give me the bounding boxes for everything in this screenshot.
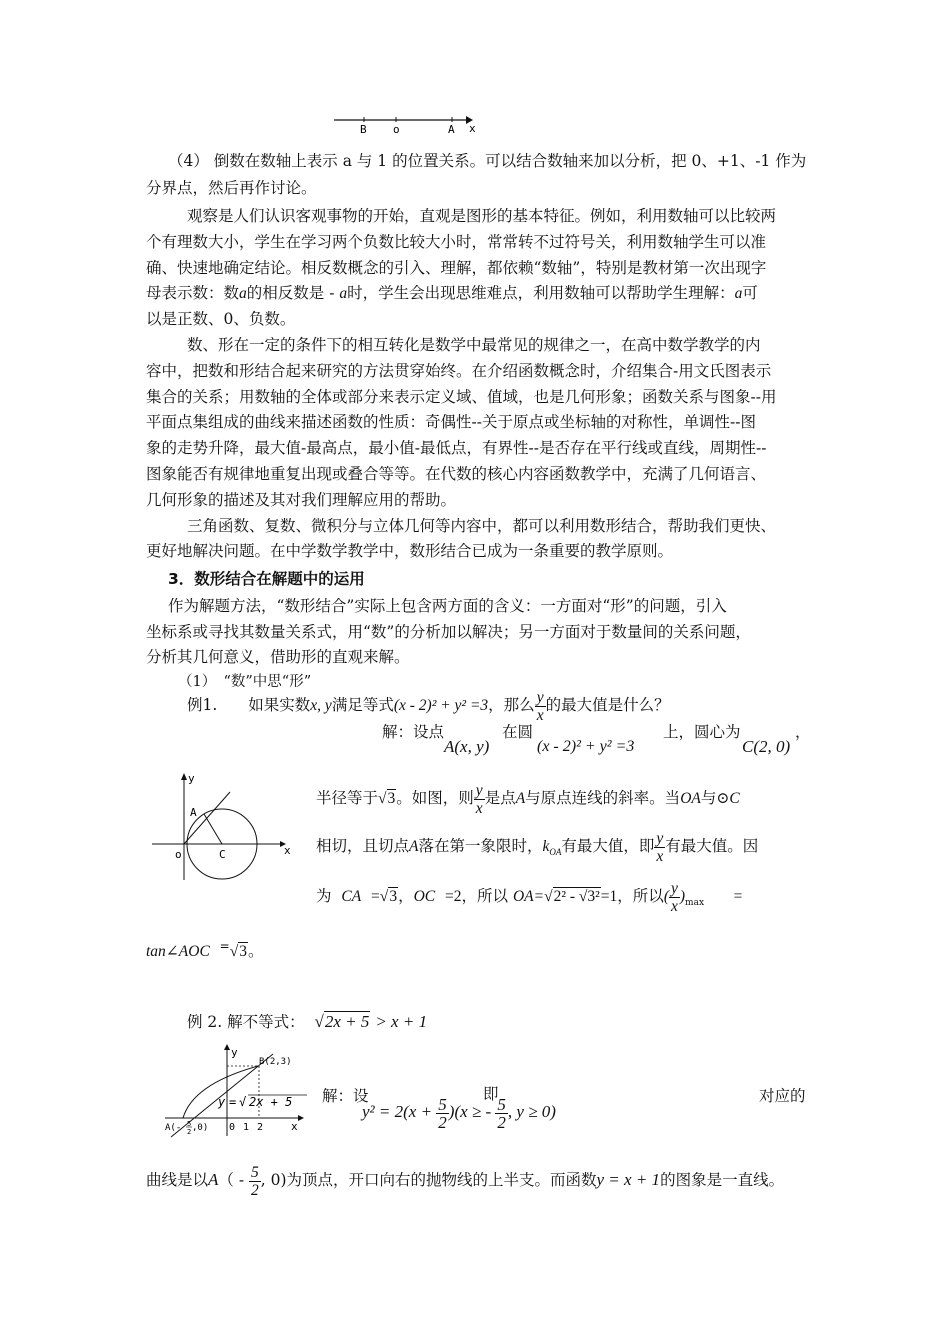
example2-parabola-figure	[163, 1044, 313, 1139]
ex1-w-paren-open: (	[663, 888, 669, 905]
observe-line2: 个有理数大小，学生在学习两个负数比较大小时，常常转不过符号关，利用数轴学生可以准	[146, 233, 767, 251]
number-line-label-x: x	[469, 122, 476, 135]
ex2-fig-label-b: B(2,3)	[259, 1057, 292, 1067]
number-line-label-a: A	[448, 123, 455, 136]
ex1-fig-label-a: A	[190, 806, 197, 819]
ex2-fig-curve-y: y	[218, 1095, 226, 1109]
ex1-t-b: 落在第一象限时，	[418, 837, 543, 855]
numshape-line3: 集合的关系；用数轴的全体或部分来表示定义域、值域，也是几何形象；函数关系与图象--用	[146, 388, 777, 406]
ex1-fig-label-x: x	[284, 844, 291, 857]
ex1-r-c: 是点	[484, 789, 516, 807]
ex1-w-sqrt3: √3	[379, 888, 398, 905]
ex2-fig-curve-sqrt: √	[239, 1095, 247, 1109]
ex1-r-oa: OA	[680, 790, 701, 807]
ex1-w-oa: OA=	[512, 888, 545, 905]
ex2-fig-label-a-den: 2	[187, 1128, 192, 1136]
ex1-w-max: max	[685, 898, 705, 909]
ex1-sol-comma: ，	[795, 723, 811, 741]
ex1-fig-label-y: y	[188, 772, 195, 785]
example1-circle-figure	[148, 770, 298, 885]
ex2-fig-label-a-num: 5	[187, 1120, 192, 1128]
ex1-t-k: $k_{OA}$	[542, 838, 562, 858]
observe-line3: 确、快速地确定结论。相反数概念的引入、理解，都依赖“数轴”，特别是教材第一次出现字	[146, 259, 767, 277]
ex2-last-b: （ -	[218, 1171, 249, 1189]
ex2-ineq-sqrt: √2x + 5	[314, 1012, 370, 1031]
ex1-w-b: ，	[398, 887, 414, 905]
observe-line4-d: 可	[742, 284, 758, 302]
ex2-fig-label-a-tail: ,0)	[192, 1123, 209, 1133]
numshape-line7: 几何形象的描述及其对我们理解应用的帮助。	[146, 491, 457, 509]
ex1-because-line	[316, 876, 742, 923]
ex1-fig-y-arrow	[181, 773, 187, 780]
ex1-t-frac-den: x	[656, 847, 664, 865]
observe-line1: 观察是人们认识客观事物的开始，直观是图形的基本特征。例如，利用数轴可以比较两	[187, 207, 777, 225]
ex2-fig-label-2: 2	[257, 1122, 264, 1133]
ex1-w-c: ，所以	[461, 887, 508, 905]
ex1-r-a: 半径等于	[316, 789, 379, 807]
ex1-sol-c: 上，圆心为	[663, 723, 741, 741]
ex2-final-line	[146, 1160, 784, 1200]
ex2-fig-y-arrow	[224, 1044, 230, 1050]
ex1-w-eq2: =2	[444, 888, 462, 905]
ex1-fig-radius-ca	[204, 814, 222, 844]
ex2-last-frac: $\frac{5}{2}$	[251, 1163, 259, 1199]
ex1-frac-num: y	[536, 688, 544, 706]
ex1-t-fraction	[654, 830, 665, 865]
ex1-sol-a: 解：设点	[382, 723, 445, 741]
ex2-sol-frac2: $\frac{5}{2}$	[497, 1094, 506, 1132]
ex1-w-ca: CA	[341, 888, 362, 905]
ex1-t-a: 相切，且切点	[316, 837, 410, 855]
observe-line4-a: 母表示数：数	[146, 284, 240, 302]
ex1-t-c: 有最大值，即	[561, 837, 655, 855]
ex1-last-sqrt: √3	[229, 943, 247, 961]
ex1-r-frac-num: y	[475, 781, 483, 799]
ex1-radius-line	[316, 778, 740, 819]
ex2-sol-label: 解：设	[322, 1087, 369, 1105]
ex1-w-eq3: =1	[600, 888, 618, 905]
ex1-w-fraction	[669, 880, 680, 915]
ex1-w-d: ，所以	[617, 887, 664, 905]
ex2-fig-curve-eq: =	[229, 1095, 237, 1109]
ex2-fig-label-0: 0	[229, 1122, 236, 1133]
method-line2: 坐标系或寻找其数量关系式，用“数”的分析加以解决；另一方面对于数量间的关系问题，	[146, 623, 751, 641]
ex2-fig-label-a: A(-	[165, 1123, 182, 1133]
ex1-w-frac-num: y	[670, 879, 678, 897]
ex1-r-c-point: C	[729, 790, 740, 807]
ex2-fig-curve-rad: 2x + 5	[249, 1095, 293, 1109]
ex1-r-sqrt: √3	[378, 790, 396, 807]
ex2-ineq-rest: > x + 1	[375, 1012, 428, 1031]
ex2-last-c: , 0)为顶点，开口向右的抛物线的上半支。而函数	[260, 1171, 597, 1189]
observe-line4-c: 时，学生会出现思维难点，利用数轴可以帮助学生理解：	[347, 284, 735, 302]
ex1-q2: 的最大值是什么？	[545, 696, 670, 714]
numshape-line5: 象的走势升降，最大值-最高点，最小值-最低点，有界性--是否存在平行线或直线，周期性--	[146, 439, 767, 457]
ex1-t-d: 有最大值。因	[665, 837, 759, 855]
ex1-last-end: 。	[247, 942, 264, 961]
ex1-fig-label-o: o	[175, 848, 182, 861]
ex1-last-eq: =	[219, 939, 230, 953]
ex1-r-fraction	[474, 782, 485, 817]
ex2-sol-eq	[362, 1092, 556, 1132]
trig-line1: 三角函数、复数、微积分与立体几何等内容中，都可以利用数形结合，帮助我们更快、	[187, 517, 777, 535]
ex1-sol-point: A(x, y)	[444, 737, 490, 756]
ex1-sol-circle: (x - 2)² + y² =3	[537, 738, 635, 755]
ex1-r-point-a: A	[515, 790, 526, 807]
method-line1: 作为解题方法，“数形结合”实际上包含两方面的含义：一方面对“形”的问题，引入	[168, 597, 727, 615]
observe-line4	[146, 283, 758, 304]
ex1-frac-den: x	[536, 706, 544, 724]
section3-title: 3．数形结合在解题中的运用	[168, 570, 365, 588]
number-line-label-b: B	[360, 123, 367, 136]
ex2-sol-mid: )(x ≥ -	[448, 1102, 496, 1121]
ex2-last-fn: y = x + 1	[596, 1170, 661, 1189]
ex1-mid: 满足等式	[331, 696, 394, 714]
numshape-line2: 容中，把数和形结合起来研究的方法贯穿始终。在介绍函数概念时，介绍集合-用文氏图表示	[146, 362, 772, 380]
numshape-line1: 数、形在一定的条件下的相互转化是数学中最常见的规律之一，在高中数学教学的内	[187, 336, 761, 354]
numshape-line4: 平面点集组成的曲线来描述函数的性质：奇偶性--关于原点或坐标轴的对称性，单调性--图	[146, 413, 756, 431]
ex1-fig-label-c: C	[219, 848, 226, 861]
ex1-final-line	[146, 926, 264, 972]
ex1-t-frac-num: y	[656, 829, 664, 847]
ex1-w-oa-sqrt: √2² - √3²	[544, 888, 600, 905]
observe-line5: 以是正数、0、负数。	[146, 310, 296, 328]
ex1-t-point-a: A	[409, 838, 419, 855]
ex1-last-tan: tan∠AOC	[146, 943, 210, 961]
ex1-sol-center: C(2, 0)	[742, 737, 791, 756]
ex2-last-a: 曲线是以	[146, 1171, 209, 1189]
sub1-label: （1） “数”中思“形”	[178, 674, 312, 690]
ex2-last-point-a: A	[208, 1170, 219, 1189]
ex1-r-d: 与原点连线的斜率。当	[525, 789, 681, 807]
ex2-fig-label-1: 1	[243, 1122, 250, 1133]
ex2-sol-end: , y ≥ 0)	[507, 1102, 556, 1121]
ex1-w-paren-close: )	[679, 888, 686, 905]
observe-line4-b: 的相反数是 -	[246, 284, 340, 302]
ex2-fig-label-x: x	[291, 1120, 298, 1133]
ex1-eq: (x - 2)² + y² =3	[393, 697, 489, 714]
ex2-fig-parabola	[183, 1066, 258, 1118]
example1-statement	[187, 685, 670, 726]
method-line3: 分析其几何意义，借助形的直观来解。	[146, 648, 410, 666]
ex1-r-b: 。如图，则	[396, 789, 474, 807]
ex1-w-a: 为	[316, 887, 332, 905]
ex2-last-d: 的图象是一直线。	[660, 1171, 785, 1189]
ex1-w-oc: OC	[413, 888, 436, 905]
para4-line2: 分界点，然后再作讨论。	[146, 179, 317, 197]
para4-line1: （4） 倒数在数轴上表示 a 与 1 的位置关系。可以结合数轴来加以分析，把 0、+1、-1 作为	[168, 152, 807, 170]
ex2-lead: 例 2. 解不等式：	[187, 1013, 305, 1031]
number-line-label-o: o	[393, 123, 400, 136]
ex1-tangent-line	[316, 826, 758, 872]
number-line-figure	[330, 110, 480, 136]
ex1-fraction	[535, 689, 546, 724]
var-a: a	[239, 285, 247, 302]
ex2-fig-label-y: y	[231, 1046, 238, 1059]
ex2-fig-x-arrow	[298, 1115, 304, 1121]
ex2-sol-frac1: $\frac{5}{2}$	[438, 1094, 447, 1132]
ex1-r-e: 与⊙	[700, 789, 730, 807]
ex1-lead: 例1. 如果实数	[187, 696, 311, 714]
ex2-sol-ji: 即	[483, 1085, 499, 1103]
ex2-sol-y: y² = 2(x +	[362, 1102, 437, 1121]
ex2-sol-tail: 对应的	[759, 1087, 806, 1105]
var-a: a	[339, 285, 348, 302]
ex1-w-eq4: =	[733, 888, 743, 905]
ex1-q1: ，那么	[488, 696, 535, 714]
ex1-w-frac-den: x	[670, 897, 678, 915]
var-a: a	[734, 285, 743, 302]
ex1-vars: x, y	[310, 697, 332, 714]
ex1-sol-b: 在圆	[502, 723, 534, 741]
numshape-line6: 图象能否有规律地重复出现或叠合等等。在代数的核心内容函数教学中，充满了几何语言、	[146, 465, 767, 483]
trig-line2: 更好地解决问题。在中学数学教学中，数形结合已成为一条重要的教学原则。	[146, 542, 674, 560]
ex1-w-eq1: =	[371, 888, 380, 905]
example2-statement	[187, 1002, 427, 1042]
ex1-r-frac-den: x	[475, 799, 483, 817]
